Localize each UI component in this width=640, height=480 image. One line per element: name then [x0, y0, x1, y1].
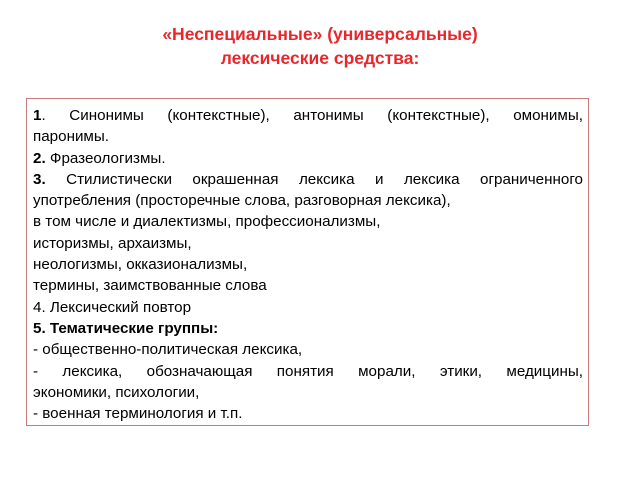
slide-title-line-2: лексические средства:	[220, 48, 420, 68]
item-3-line-6: термины, заимствованные слова	[33, 277, 267, 295]
item-2	[33, 148, 583, 169]
item-1-line-2: паронимы.	[33, 128, 110, 146]
item-1-text: . Синонимы (контекстные), антонимы (контекстные), омонимы,	[41, 107, 583, 124]
item-3-text: Стилистически окрашенная лексика и лексика ограниченного	[45, 170, 583, 188]
item-1-number: 1	[33, 107, 42, 124]
item-5-sub-3: - военная терминология и т.п.	[33, 405, 243, 423]
item-4: 4. Лексический повтор	[33, 298, 192, 316]
item-5-sub-2-line-1: - лексика, обозначающая понятия морали, этики, медицины,	[33, 362, 583, 380]
item-2-number: 2.	[33, 149, 46, 167]
item-3-line-3: в том числе и диалектизмы, профессионализмы,	[33, 213, 381, 231]
content-box	[26, 98, 589, 426]
item-3-line-4: историзмы, архаизмы,	[33, 234, 192, 252]
slide-title-line-1: «Неспециальные» (универсальные)	[162, 24, 478, 44]
item-3-number: 3.	[33, 170, 46, 188]
slide-title	[0, 22, 640, 70]
item-2-text: Фразеологизмы.	[45, 149, 166, 167]
item-5-heading-text: 5. Тематические группы:	[33, 319, 219, 337]
item-1-line-1	[33, 105, 583, 126]
item-5-sub-2-line-2: экономики, психологии,	[33, 383, 200, 401]
item-5-sub-1: - общественно-политическая лексика,	[33, 341, 303, 359]
item-3-line-1	[33, 169, 583, 190]
item-3-line-5: неологизмы, окказионализмы,	[33, 256, 248, 274]
item-3-line-2: употребления (просторечные слова, разговорная лексика),	[33, 192, 451, 210]
item-5-heading	[33, 318, 583, 339]
